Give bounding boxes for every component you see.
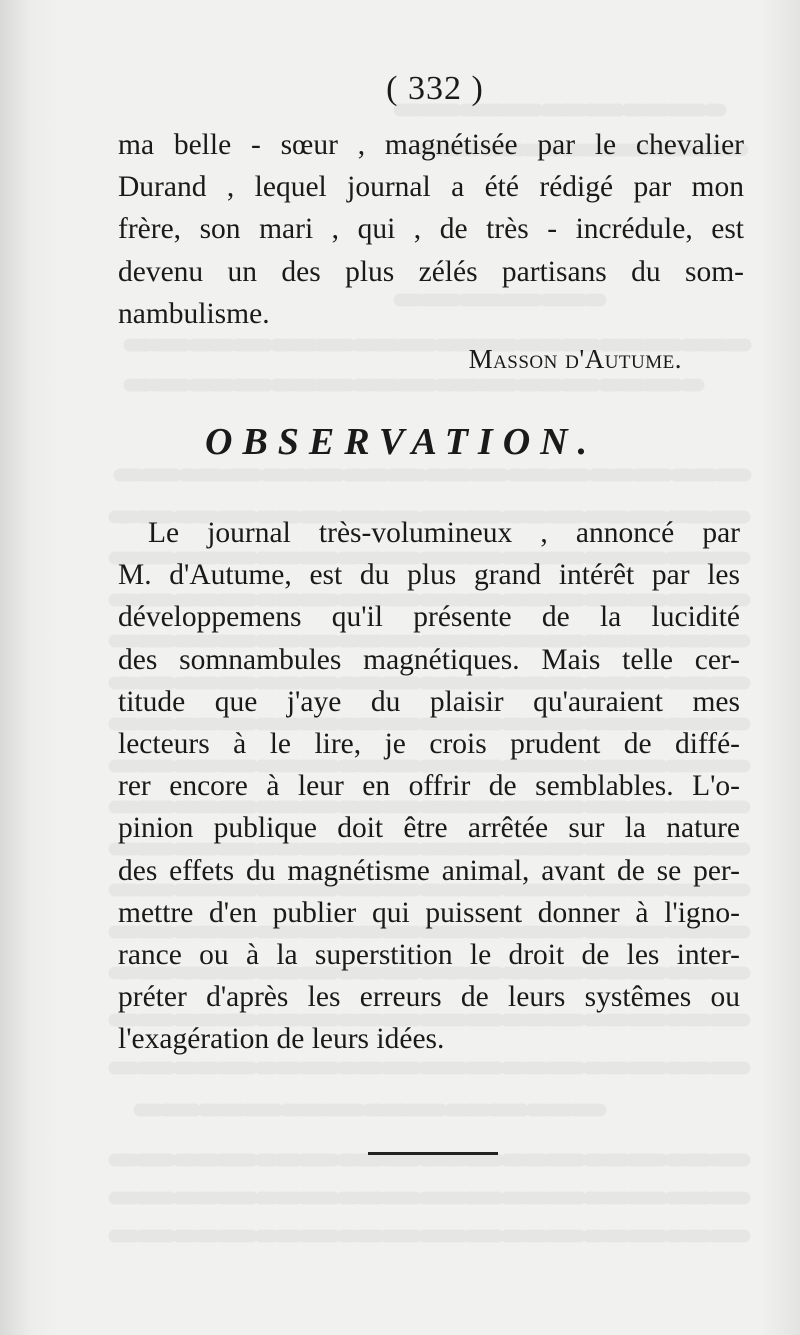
text-line: ma belle - sœur , magnétisée par le chevalier bbox=[118, 129, 744, 161]
text-line: frère, son mari , qui , de très - incrédule, est bbox=[118, 213, 744, 246]
text-line: nambulisme. bbox=[118, 297, 270, 330]
text-line: devenu un des plus zélés partisans du som- bbox=[118, 255, 744, 288]
text-line: préter d'après les erreurs de leurs systêmes ou bbox=[118, 981, 740, 1014]
text-line: M. d'Autume, est du plus grand intérêt par les bbox=[118, 559, 740, 592]
text-line: l'exagération de leurs idées. bbox=[118, 1023, 445, 1056]
text-line: des effets du magnétisme animal, avant de se per- bbox=[118, 854, 740, 887]
observation-paragraph bbox=[118, 512, 740, 1060]
text-line: développemens qu'il présente de la lucidité bbox=[118, 601, 740, 634]
text-line: Durand , lequel journal a été rédigé par mon bbox=[118, 171, 744, 204]
text-line: des somnambules magnétiques. Mais telle cer- bbox=[118, 643, 740, 676]
text-line: mettre d'en publier qui puissent donner à l'igno- bbox=[118, 896, 740, 929]
text-line: rance ou à la superstition le droit de les inter- bbox=[118, 938, 740, 971]
section-heading: OBSERVATION. bbox=[205, 421, 598, 463]
page-number: ( 332 ) bbox=[386, 70, 484, 107]
text-line: Le journal très-volumineux , annoncé par bbox=[148, 517, 740, 549]
text-line: rer encore à leur en offrir de semblables. L'o- bbox=[118, 770, 740, 803]
continuation-paragraph bbox=[118, 124, 744, 335]
text-line: titude que j'aye du plaisir qu'auraient mes bbox=[118, 685, 740, 718]
text-line: pinion publique doit être arrêtée sur la nature bbox=[118, 812, 740, 845]
section-divider bbox=[368, 1152, 498, 1155]
author-signature: Masson d'Autume. bbox=[468, 344, 682, 374]
text-line: lecteurs à le lire, je crois prudent de diffé- bbox=[118, 727, 740, 760]
